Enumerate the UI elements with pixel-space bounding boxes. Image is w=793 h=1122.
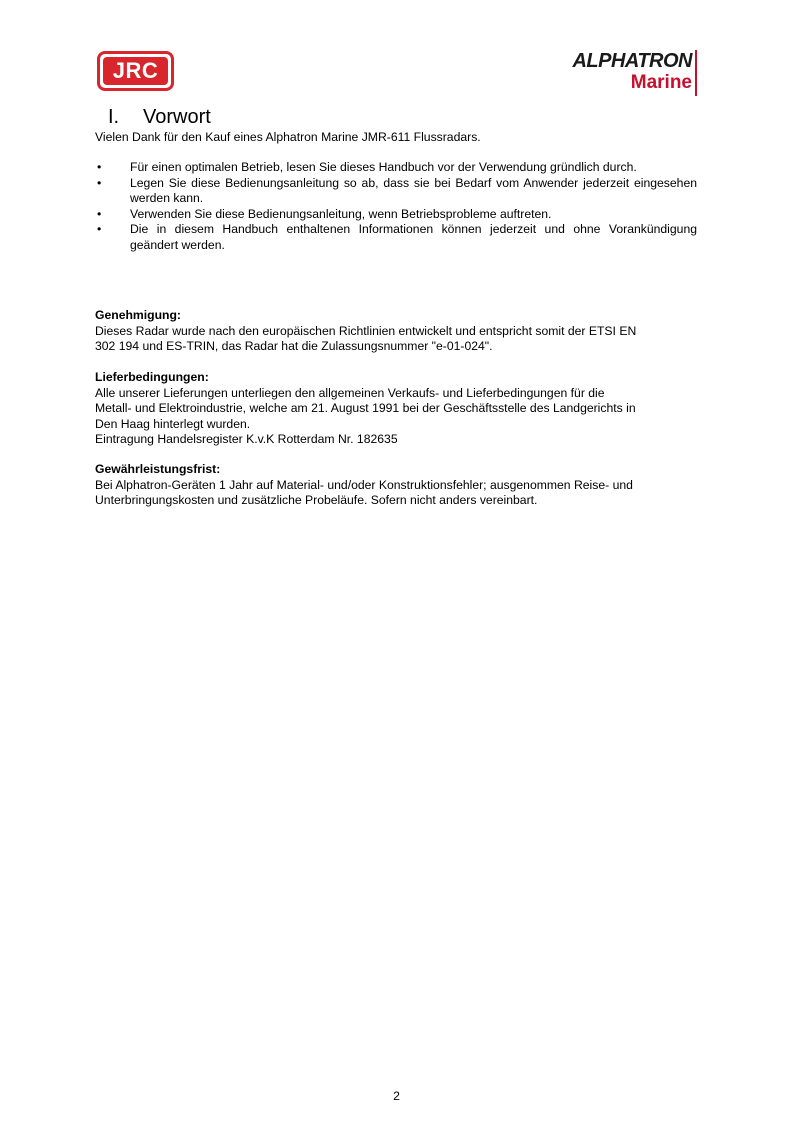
section-number: I. xyxy=(108,106,120,128)
warranty-line: Bei Alphatron-Geräten 1 Jahr auf Material- und/oder Konstruktionsfehler; ausgenommen Reise- und xyxy=(95,477,633,492)
delivery-line: Metall- und Elektroindustrie, welche am 21. August 1991 bei der Geschäftsstelle des Landgerichts in xyxy=(95,401,636,416)
approval-line: 302 194 und ES-TRIN, das Radar hat die Zulassungsnummer "e-01-024". xyxy=(95,339,493,354)
delivery-title: Lieferbedingungen: xyxy=(95,370,209,384)
instruction-list xyxy=(95,160,697,254)
approval-line: Dieses Radar wurde nach den europäischen Richtlinien entwickelt und entspricht somit der ETSI EN xyxy=(95,323,637,338)
bullet-icon: • xyxy=(97,160,102,174)
section-title: Vorwort xyxy=(143,106,211,128)
delivery-line: Eintragung Handelsregister K.v.K Rotterdam Nr. 182635 xyxy=(95,432,398,447)
warranty-line: Unterbringungskosten und zusätzliche Probeläufe. Sofern nicht anders vereinbart. xyxy=(95,493,538,508)
jrc-logo xyxy=(97,51,174,91)
section-heading xyxy=(108,105,211,129)
marine-logo-text: Marine xyxy=(630,72,692,93)
jrc-logo-text: JRC xyxy=(103,57,168,85)
approval-title: Genehmigung: xyxy=(95,308,181,322)
delivery-section xyxy=(95,370,697,448)
delivery-line: Den Haag hinterlegt wurden. xyxy=(95,416,251,431)
list-item: • Die in diesem Handbuch enthaltenen Informationen können jederzeit und ohne Vorankündigung geändert werden. xyxy=(97,222,697,252)
list-item: • Legen Sie diese Bedienungsanleitung so ab, dass sie bei Bedarf vom Anwender jederzeit eingesehen werden kann. xyxy=(97,175,697,206)
page-number: 2 xyxy=(393,1089,400,1103)
list-item: • Verwenden Sie diese Bedienungsanleitung, wenn Betriebsprobleme auftreten. xyxy=(97,206,552,221)
warranty-section xyxy=(95,462,697,509)
alphatron-logo-text: ALPHATRON xyxy=(572,50,692,72)
delivery-line: Alle unserer Lieferungen unterliegen den allgemeinen Verkaufs- und Lieferbedingungen für die xyxy=(95,385,605,400)
list-item: • Für einen optimalen Betrieb, lesen Sie dieses Handbuch vor der Verwendung gründlich durch. xyxy=(97,160,637,174)
alphatron-marine-logo xyxy=(572,50,697,96)
warranty-title: Gewährleistungsfrist: xyxy=(95,462,221,476)
approval-section xyxy=(95,308,697,355)
intro-text: Vielen Dank für den Kauf eines Alphatron Marine JMR-611 Flussradars. xyxy=(95,130,481,144)
bullet-icon: • xyxy=(97,206,102,221)
bullet-icon: • xyxy=(97,175,102,190)
bullet-icon: • xyxy=(97,222,102,237)
